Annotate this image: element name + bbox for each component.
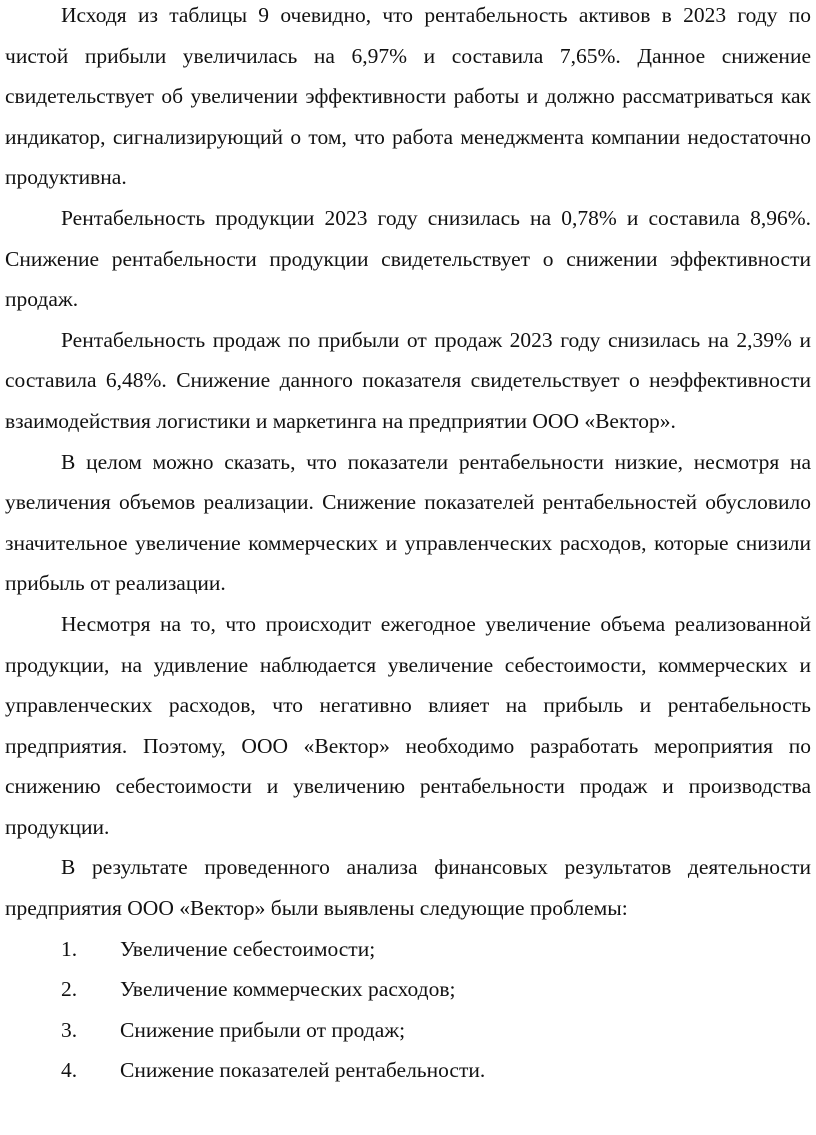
paragraph-cost-growth: Несмотря на то, что происходит ежегодное увеличение объема реализованной продукции, на удивление наблюдается увеличение себестоимости, коммерческих и управленческих расходов, что негативно влияет на прибыль и рентабельность предприятия. Поэтому, ООО «Вектор» необходимо разработать мероприятия по снижению себестоимости и увеличению рентабельности продаж и производства продукции. bbox=[5, 611, 811, 839]
paragraph-sales-profitability: Рентабельность продаж по прибыли от продаж 2023 году снизилась на 2,39% и составила 6,48%. Снижение данного показателя свидетельствует о неэффективности взаимодействия логистики и маркетинга на предприятии ООО «Вектор». bbox=[5, 327, 811, 433]
list-item-text: Увеличение себестоимости; bbox=[120, 936, 376, 961]
problems-list bbox=[5, 929, 811, 1091]
paragraph-overall-assessment: В целом можно сказать, что показатели рентабельности низкие, несмотря на увеличения объемов реализации. Снижение показателей рентабельностей обусловило значительное увеличение коммерческих и управленческих расходов, которые снизили прибыль от реализации. bbox=[5, 449, 811, 596]
list-item-text: Увеличение коммерческих расходов; bbox=[120, 977, 456, 1002]
list-item-number: 4. bbox=[61, 1058, 78, 1083]
list-item-text: Снижение показателей рентабельности. bbox=[120, 1058, 486, 1083]
paragraph-asset-profitability: Исходя из таблицы 9 очевидно, что рентабельность активов в 2023 году по чистой прибыли увеличилась на 6,97% и составила 7,65%. Данное снижение свидетельствует об увеличении эффективности работы и должно рассматриваться как индикатор, сигнализирующий о том, что работа менеджмента компании недостаточно продуктивна. bbox=[5, 3, 811, 190]
list-item bbox=[5, 1010, 811, 1051]
list-item-number: 2. bbox=[61, 977, 78, 1002]
list-item-number: 1. bbox=[61, 936, 78, 961]
paragraph-product-profitability: Рентабельность продукции 2023 году снизилась на 0,78% и составила 8,96%. Снижение рентабельности продукции свидетельствует о снижении эффективности продаж. bbox=[5, 205, 811, 312]
paragraph-problems-intro: В результате проведенного анализа финансовых результатов деятельности предприятия ООО «Вектор» были выявлены следующие проблемы: bbox=[5, 855, 811, 921]
list-item bbox=[5, 929, 811, 970]
list-item bbox=[5, 1050, 811, 1091]
list-item bbox=[5, 969, 811, 1010]
list-item-text: Снижение прибыли от продаж; bbox=[120, 1017, 406, 1042]
list-item-number: 3. bbox=[61, 1017, 78, 1042]
